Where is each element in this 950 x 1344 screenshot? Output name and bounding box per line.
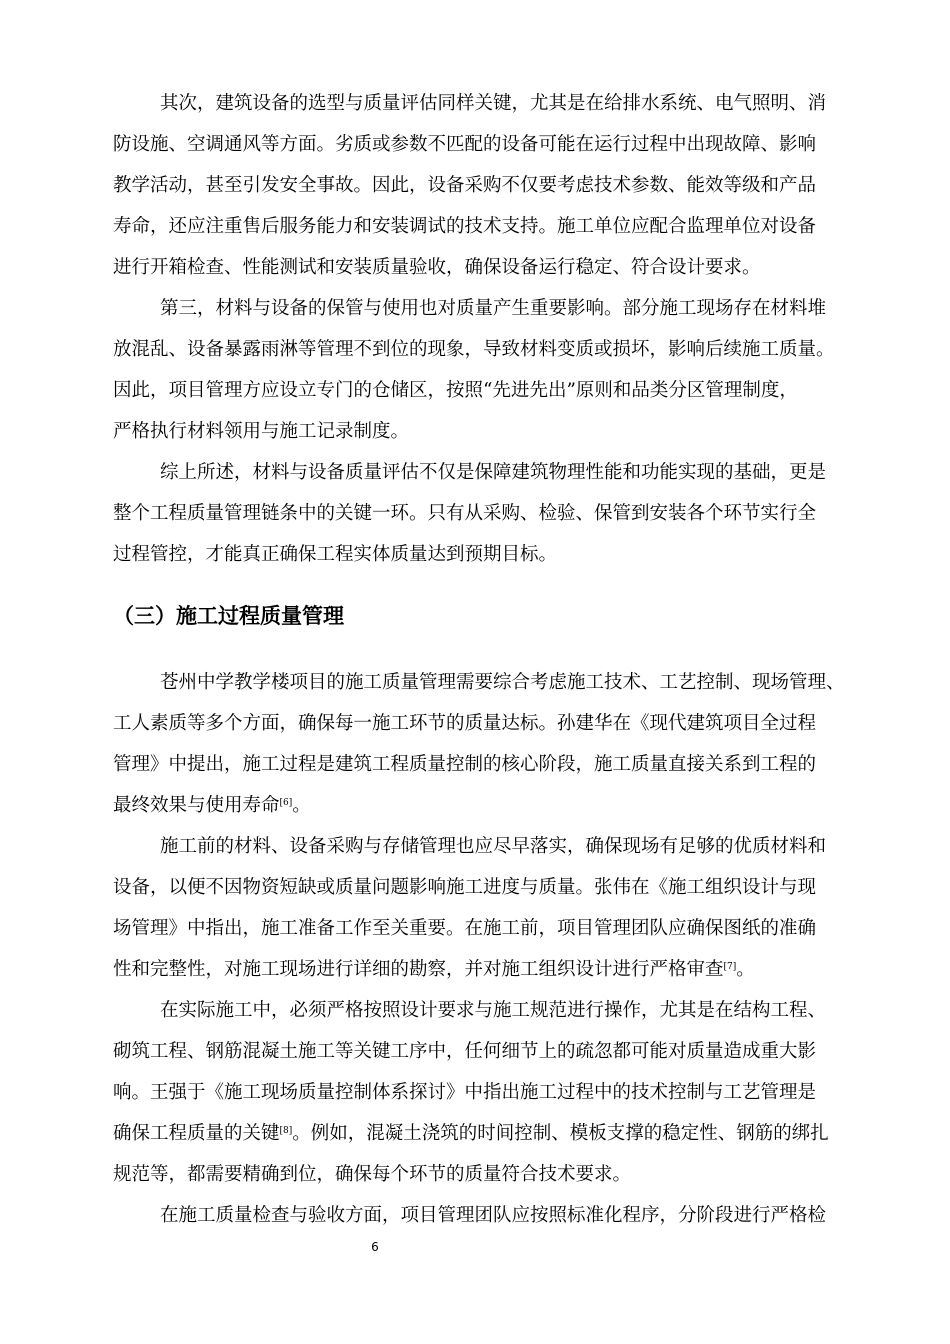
paragraph-line: 在实际施工中，必须严格按照设计要求与施工规范进行操作，尤其是在结构工程、 [160, 1000, 827, 1021]
section-heading: （三）施工过程质量管理 [113, 604, 344, 628]
paragraph-line: 工人素质等多个方面，确保每一施工环节的质量达标。孙建华在《现代建筑项目全过程 [113, 713, 817, 734]
paragraph-line [113, 954, 755, 986]
paragraph-line: 场管理》中指出，施工准备工作至关重要。在施工前，项目管理团队应确保图纸的准确 [113, 918, 817, 939]
paragraph-line [113, 1118, 829, 1150]
paragraph-line: 寿命，还应注重售后服务能力和安装调试的技术支持。施工单位应配合监理单位对设备 [113, 216, 817, 237]
line-text: 。 [736, 959, 755, 980]
paragraph-line: 放混乱、设备暴露雨淋等管理不到位的现象，导致材料变质或损坏，影响后续施工质量。 [113, 339, 835, 360]
paragraph-line: 整个工程质量管理链条中的关键一环。只有从采购、检验、保管到安装各个环节实行全 [113, 503, 817, 524]
line-text: 。例如，混凝土浇筑的时间控制、模板支撑的稳定性、钢筋的绑扎 [292, 1123, 829, 1144]
paragraph-line: 管理》中提出，施工过程是建筑工程质量控制的核心阶段，施工质量直接关系到工程的 [113, 754, 817, 775]
paragraph-line: 苍州中学教学楼项目的施工质量管理需要综合考虑施工技术、工艺控制、现场管理、 [160, 672, 845, 693]
paragraph-line: 因此，项目管理方应设立专门的仓储区，按照“先进先出”原则和品类分区管理制度， [113, 380, 798, 401]
paragraph-line: 严格执行材料领用与施工记录制度。 [113, 421, 410, 442]
line-text: 确保工程质量的关键 [113, 1123, 280, 1144]
paragraph-line: 进行开箱检查、性能测试和安装质量验收，确保设备运行稳定、符合设计要求。 [113, 257, 761, 278]
paragraph-line: 综上所述，材料与设备质量评估不仅是保障建筑物理性能和功能实现的基础，更是 [160, 462, 827, 483]
citation-marker: [6] [279, 798, 293, 808]
paragraph-line: 砌筑工程、钢筋混凝土施工等关键工序中，任何细节上的疏忽都可能对质量造成重大影 [113, 1041, 817, 1062]
paragraph-line [113, 790, 311, 822]
line-text: 。 [292, 795, 311, 816]
paragraph-line: 规范等，都需要精确到位，确保每个环节的质量符合技术要求。 [113, 1164, 632, 1185]
line-text: 最终效果与使用寿命 [113, 795, 280, 816]
paragraph-line: 教学活动，甚至引发安全事故。因此，设备采购不仅要考虑技术参数、能效等级和产品 [113, 175, 817, 196]
line-text: 性和完整性，对施工现场进行详细的勘察，并对施工组织设计进行严格审查 [113, 959, 724, 980]
paragraph-line: 设备，以便不因物资短缺或质量问题影响施工进度与质量。张伟在《施工组织设计与现 [113, 877, 817, 898]
page-number: 6 [371, 1240, 379, 1254]
paragraph-line: 在施工质量检查与验收方面，项目管理团队应按照标准化程序，分阶段进行严格检 [160, 1205, 827, 1226]
citation-marker: [8] [279, 1126, 293, 1136]
paragraph-line: 第三，材料与设备的保管与使用也对质量产生重要影响。部分施工现场存在材料堆 [160, 298, 827, 319]
paragraph-line: 其次，建筑设备的选型与质量评估同样关键，尤其是在给排水系统、电气照明、消 [160, 93, 827, 114]
paragraph-line: 过程管控，才能真正确保工程实体质量达到预期目标。 [113, 544, 558, 565]
paragraph-line: 施工前的材料、设备采购与存储管理也应尽早落实，确保现场有足够的优质材料和 [160, 836, 827, 857]
paragraph-line: 响。王强于《施工现场质量控制体系探讨》中指出施工过程中的技术控制与工艺管理是 [113, 1082, 817, 1103]
citation-marker: [7] [723, 962, 737, 972]
paragraph-line: 防设施、空调通风等方面。劣质或参数不匹配的设备可能在运行过程中出现故障、影响 [113, 134, 817, 155]
